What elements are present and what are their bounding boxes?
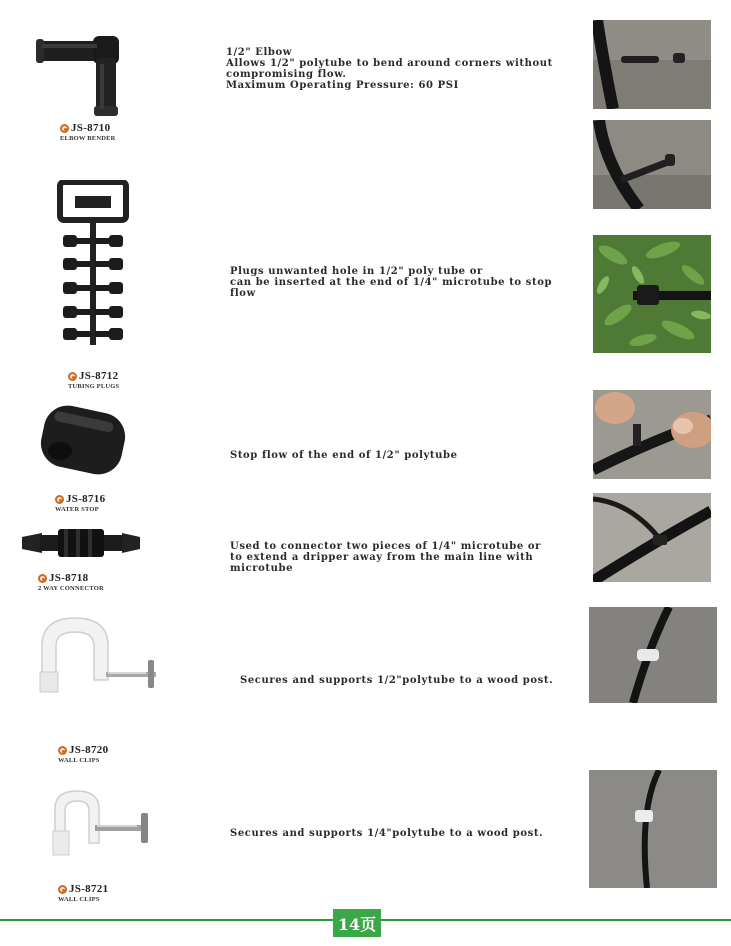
product-name: TUBING PLUGS (68, 383, 120, 390)
product-name: ELBOW BENDER (60, 135, 116, 142)
product-label-js-8710 (60, 122, 116, 142)
bullet-icon (68, 372, 77, 381)
product-code: JS-8721 (69, 883, 109, 895)
bullet-icon (58, 885, 67, 894)
tubing-plugs-usage-photo (593, 235, 711, 353)
product-code: JS-8712 (79, 370, 119, 382)
product-description-js-8716: Stop flow of the end of 1/2" polytube (230, 450, 458, 461)
product-description-js-8720: Secures and supports 1/2"polytube to a wood post. (240, 675, 554, 686)
elbow-bender-image (30, 28, 130, 120)
page-number: 14页 (333, 909, 381, 937)
wall-clip-small-usage-photo (589, 770, 717, 888)
elbow-usage-photo-1 (593, 20, 711, 109)
two-way-connector-usage-photo (593, 493, 711, 582)
tubing-plugs-image (55, 180, 130, 350)
product-code: JS-8716 (66, 493, 106, 505)
product-name: WALL CLIPS (58, 896, 100, 903)
bullet-icon (60, 124, 69, 133)
product-name: WALL CLIPS (58, 757, 100, 764)
water-stop-image (38, 395, 133, 485)
bullet-icon (38, 574, 47, 583)
two-way-connector-image (18, 525, 143, 563)
product-label-js-8716 (55, 493, 105, 513)
bullet-icon (55, 495, 64, 504)
product-description-js-8718: Used to connector two pieces of 1/4" microtube or to extend a dripper away from the main line with microtube (230, 541, 542, 574)
wall-clip-small-image (45, 785, 160, 865)
product-description-js-8710: 1/2" Elbow Allows 1/2" polytube to bend around corners without compromising flow. Maximum Operating Pressure: 60 PSI (226, 47, 553, 91)
product-label-js-8712 (68, 370, 119, 390)
product-description-js-8721: Secures and supports 1/4"polytube to a wood post. (230, 828, 544, 839)
product-name: 2 WAY CONNECTOR (38, 585, 104, 592)
product-label-js-8720 (58, 744, 108, 764)
bullet-icon (58, 746, 67, 755)
product-code: JS-8718 (49, 572, 89, 584)
wall-clip-large-usage-photo (589, 607, 717, 703)
wall-clip-large-image (30, 610, 165, 710)
product-code: JS-8720 (69, 744, 109, 756)
water-stop-usage-photo (593, 390, 711, 479)
product-code: JS-8710 (71, 122, 111, 134)
elbow-usage-photo-2 (593, 120, 711, 209)
product-label-js-8718 (38, 572, 104, 592)
product-name: WATER STOP (55, 506, 99, 513)
product-description-js-8712: Plugs unwanted hole in 1/2" poly tube or can be inserted at the end of 1/4" microtube to stop flow (230, 266, 553, 299)
product-label-js-8721 (58, 883, 108, 903)
